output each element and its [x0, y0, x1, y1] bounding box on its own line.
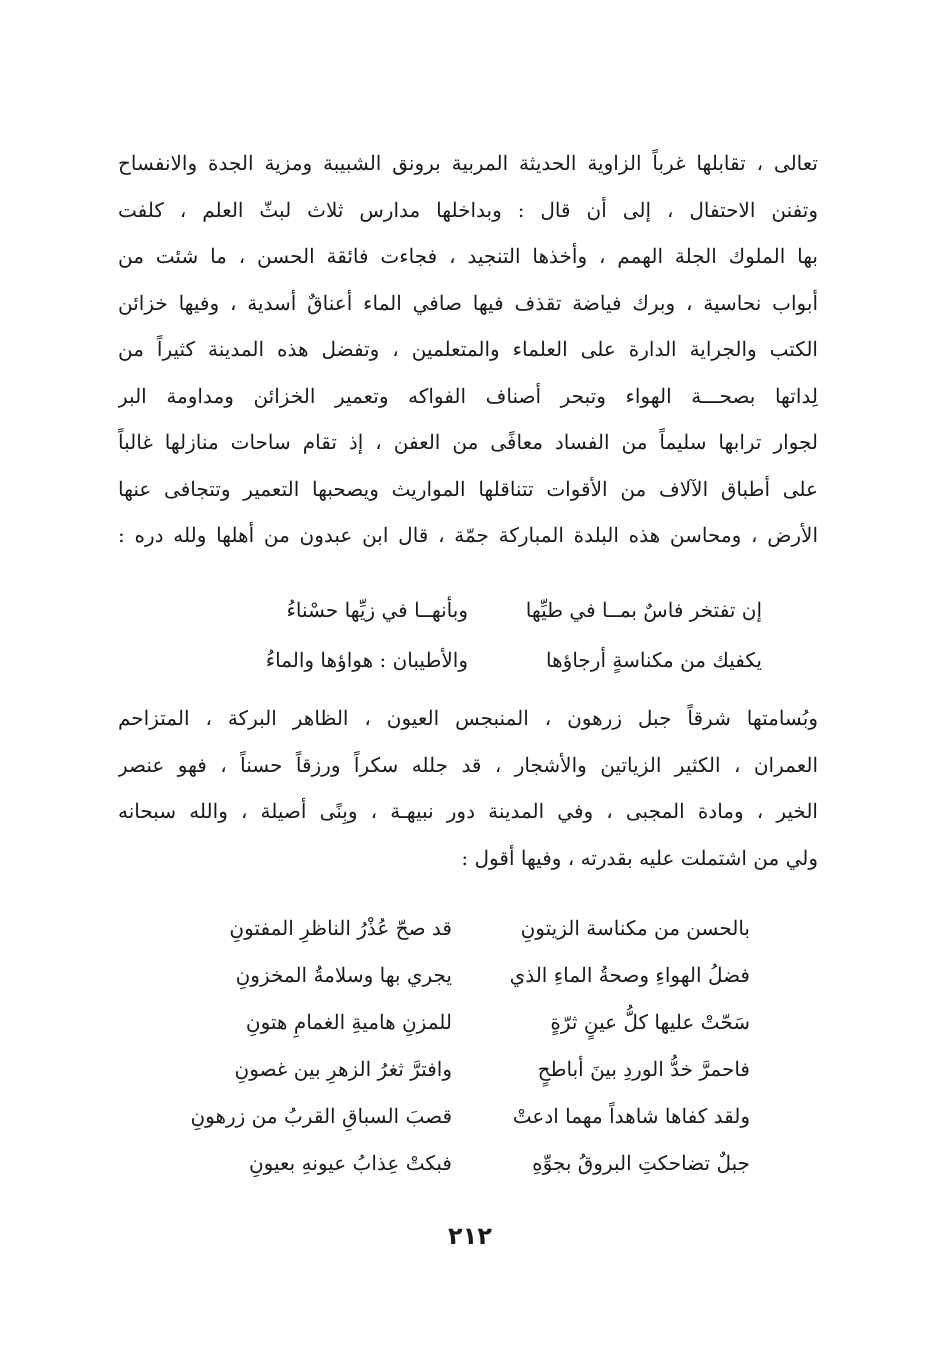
text-line: الخير ، ومادة المجبى ، وفي المدينة دور نبيهـة ، وبِنًى أصيلة ، والله سبحانه [118, 799, 818, 823]
verse-first-hemistich: جبلٌ تضاحكتِ البروقُ بجوِّهِ [532, 1151, 750, 1175]
text-line: تعالى ، تقابلها غرباً الزاوية الحديثة المربية برونق الشبيبة ومزية الجدة والانفساح [118, 151, 818, 175]
paragraph-2 [118, 695, 818, 881]
text-line: العمران ، الكثير الزياتين والأشجار ، قد جلله سكراً ورزقاً حسناً ، فهو عنصر [118, 752, 818, 777]
verse-line [0, 1140, 940, 1187]
verse-line [0, 585, 940, 635]
text-line: بها الملوك الجلة الهمم ، وأخذها التنجيد ، فجاءت فائقة الحسن ، ما شئت من [118, 244, 818, 268]
verse-line [0, 905, 940, 952]
verse-first-hemistich: ولقد كفاها شاهداً مهما ادعتْ [512, 1104, 750, 1128]
text-line: ولي من اشتملت عليه بقدرته ، وفيها أقول : [461, 845, 818, 870]
verse-line [0, 952, 940, 999]
paragraph-1 [118, 140, 818, 559]
verse-line [0, 1093, 940, 1140]
page-number: ٢١٢ [448, 1222, 492, 1250]
verse-block-2 [0, 905, 940, 1187]
verse-second-hemistich: والأطيبان : هواؤها والماءُ [265, 648, 468, 672]
verse-line [0, 999, 940, 1046]
verse-first-hemistich: سَحّتْ عليها كلُّ عينٍ ثرّةٍ [550, 1010, 750, 1034]
text-line: وبُسامتها شرقاً جبل زرهون ، المنبجس العيون ، الظاهر البركة ، المتزاحم [118, 706, 818, 730]
verse-second-hemistich: للمزنِ هاميةِ الغمامِ هتونِ [245, 1010, 452, 1034]
verse-line [0, 635, 940, 685]
verse-first-hemistich: يكفيك من مكناسةٍ أرجاؤها [546, 648, 762, 672]
verse-block-1 [0, 585, 940, 685]
text-line: الكتب والجراية الدارة على العلماء والمتعلمين ، وتفضل هذه المدينة كثيراً من [118, 337, 818, 361]
text-line: وتفنن الاحتفال ، إلى أن قال : وبداخلها مدارس ثلاث لبثّ العلم ، كلفت [118, 197, 818, 222]
text-line: على أطباق الآلاف من الأقوات تتناقلها المواريث ويصحبها التعمير وتتجافى عنها [118, 476, 818, 501]
verse-line [0, 1046, 940, 1093]
text-line: لِداتها بصحـــة الهواء وتبحر أصناف الفواكه وتعمير الخزائن ومداومة البر [118, 383, 818, 408]
verse-first-hemistich: فضلُ الهواءِ وصحةُ الماءِ الذي [509, 963, 750, 987]
text-line: أبواب نحاسية ، وبرك فياضة تقذف فيها صافي الماء أعناقٌ أسدية ، وفيها خزائن [118, 290, 818, 315]
verse-second-hemistich: قصبَ السباقِ القربُ من زرهونِ [190, 1104, 452, 1128]
verse-second-hemistich: وبأنهــا في زيِّها حسْناءُ [286, 598, 468, 622]
verse-first-hemistich: إن تفتخر فاسٌ بمــا في طيِّها [525, 598, 762, 622]
verse-second-hemistich: يجري بها وسلامةُ المخزونِ [235, 963, 452, 987]
verse-first-hemistich: فاحمرَّ خدُّ الوردِ بينَ أباطحٍ [537, 1057, 750, 1081]
verse-first-hemistich: بالحسن من مكناسة الزيتونِ [520, 916, 750, 940]
verse-second-hemistich: قد صحّ عُذْرُ الناظرِ المفتونِ [229, 916, 452, 940]
verse-second-hemistich: وافترَّ ثغرُ الزهرِ بين غصونِ [234, 1057, 452, 1081]
verse-second-hemistich: فبكتْ عِذابُ عيونهِ بعيونِ [248, 1151, 452, 1175]
text-line: الأرض ، ومحاسن هذه البلدة المباركة جمّة ، قال ابن عبدون من أهلها ولله دره : [118, 523, 818, 547]
text-line: لجوار ترابها سليماً من الفساد معافًى من العفن ، إذ تقام ساحات منازلها غالباً [118, 430, 818, 454]
